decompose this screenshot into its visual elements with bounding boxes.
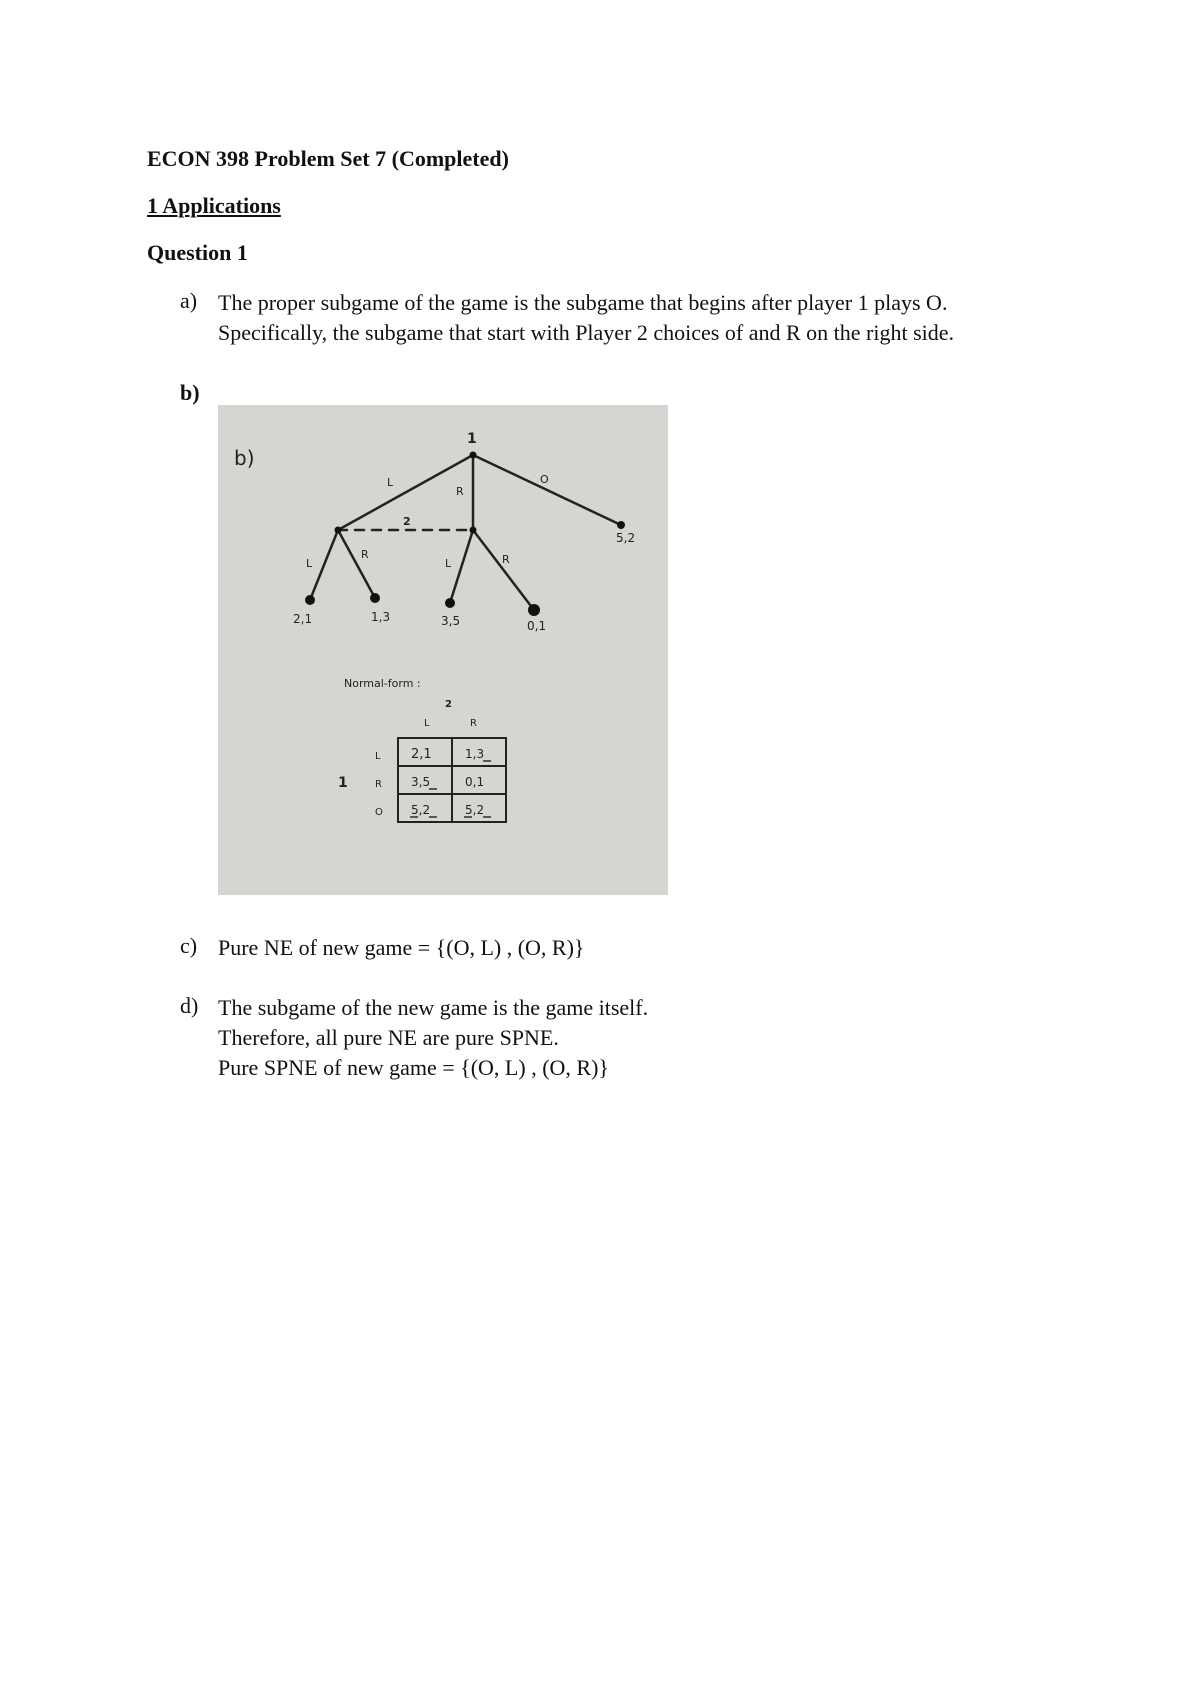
root-node — [470, 452, 477, 459]
matrix-row-header-o: O — [375, 807, 383, 818]
item-d-label: d) — [180, 993, 199, 1018]
root-move-o: O — [540, 473, 549, 486]
cell-r-l: 3,5 — [411, 775, 431, 789]
game-tree-photo — [218, 405, 668, 895]
matrix-col-header-l: L — [424, 718, 430, 729]
matrix-row-header-r: R — [375, 779, 382, 790]
matrix-row-player: 1 — [338, 775, 348, 791]
payoff-rl: 3,5 — [441, 614, 461, 628]
figure-part-label: b) — [234, 446, 255, 470]
p2-right-move-r: R — [502, 553, 510, 566]
document-title: ECON 398 Problem Set 7 (Completed) — [147, 146, 509, 171]
matrix-row-header-l: L — [375, 751, 381, 762]
terminal-node-rr — [528, 604, 540, 616]
matrix-col-header-r: R — [470, 718, 477, 729]
cell-r-r: 0,1 — [465, 775, 485, 789]
edge-l-r — [338, 530, 375, 598]
game-tree-drawing — [218, 405, 668, 895]
edge-r-l — [450, 530, 473, 603]
normal-form-label: Normal-form : — [344, 677, 421, 690]
item-c-line-1: Pure NE of new game = {(O, L) , (O, R)} — [218, 935, 585, 960]
item-c-text — [218, 933, 1118, 963]
cell-l-l: 2,1 — [411, 747, 432, 762]
payoff-rr: 0,1 — [527, 619, 547, 633]
item-a-line-1: The proper subgame of the game is the subgame that begins after player 1 plays O. — [218, 290, 948, 315]
item-d-line-1: The subgame of the new game is the game itself. — [218, 995, 649, 1020]
edge-r-r — [473, 530, 534, 610]
matrix-col-player: 2 — [445, 699, 452, 710]
edge-l-l — [310, 530, 338, 600]
cell-o-r: 5,2 — [465, 803, 485, 817]
cell-o-l: 5,2 — [411, 803, 431, 817]
terminal-node-lr — [370, 593, 380, 603]
p2-right-move-l: L — [445, 557, 452, 570]
p2-left-move-r: R — [361, 548, 369, 561]
p2-node-left — [335, 527, 342, 534]
terminal-node-o — [617, 521, 625, 529]
item-d-line-2: Therefore, all pure NE are pure SPNE. — [218, 1025, 559, 1050]
item-a-text — [218, 288, 1118, 348]
payoff-o: 5,2 — [616, 531, 636, 545]
p2-node-right — [470, 527, 477, 534]
payoff-lr: 1,3 — [371, 610, 391, 624]
item-c-label: c) — [180, 933, 198, 958]
item-d-text — [218, 993, 1118, 1083]
root-move-l: L — [387, 476, 394, 489]
payoff-ll: 2,1 — [293, 612, 313, 626]
item-a-label: a) — [180, 288, 198, 313]
item-b-label: b) — [180, 380, 200, 405]
terminal-node-ll — [305, 595, 315, 605]
info-set-player-label: 2 — [403, 515, 411, 528]
root-player-label: 1 — [467, 431, 477, 447]
item-d-line-3: Pure SPNE of new game = {(O, L) , (O, R)} — [218, 1055, 609, 1080]
cell-l-r: 1,3 — [465, 747, 485, 761]
edge-root-o — [473, 455, 621, 525]
p2-left-move-l: L — [306, 557, 313, 570]
item-a-line-2: Specifically, the subgame that start with Player 2 choices of and R on the right side. — [218, 320, 955, 345]
question-heading: Question 1 — [147, 240, 248, 265]
section-heading: 1 Applications — [147, 193, 281, 218]
terminal-node-rl — [445, 598, 455, 608]
root-move-r: R — [456, 485, 464, 498]
